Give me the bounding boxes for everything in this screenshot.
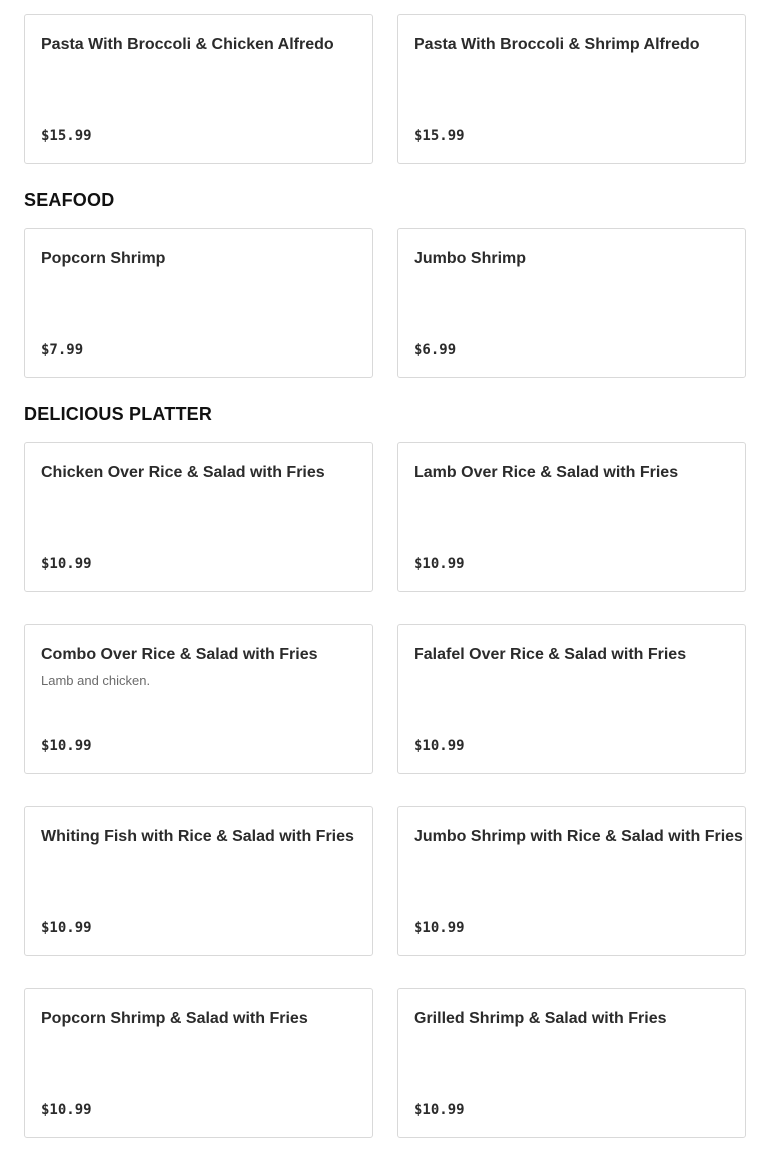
- menu-item-name: Whiting Fish with Rice & Salad with Fries: [41, 828, 354, 845]
- menu-item-price: $10.99: [414, 1102, 465, 1118]
- menu-item-price: $7.99: [41, 342, 84, 358]
- menu-item-card[interactable]: [397, 988, 746, 1138]
- menu-item-card[interactable]: [24, 228, 373, 378]
- menu-item-price: $10.99: [41, 556, 92, 572]
- menu-item-card[interactable]: [397, 14, 746, 164]
- menu-item-price: $10.99: [41, 738, 92, 754]
- menu-item-name: Combo Over Rice & Salad with Fries: [41, 646, 318, 663]
- menu-item-card[interactable]: [397, 624, 746, 774]
- menu-item-price: $15.99: [414, 128, 465, 144]
- menu-item-price: $15.99: [41, 128, 92, 144]
- menu-item-card[interactable]: [24, 14, 373, 164]
- menu-item-name: Falafel Over Rice & Salad with Fries: [414, 646, 687, 663]
- menu-item-name: Chicken Over Rice & Salad with Fries: [41, 464, 325, 481]
- menu-item-name: Popcorn Shrimp: [41, 250, 166, 267]
- menu-item-price: $10.99: [414, 556, 465, 572]
- menu-item-name: Pasta With Broccoli & Chicken Alfredo: [41, 36, 334, 53]
- menu-item-card[interactable]: [24, 988, 373, 1138]
- menu-item-name: Jumbo Shrimp: [414, 250, 527, 267]
- menu-item-card[interactable]: [24, 806, 373, 956]
- menu-item-price: $10.99: [414, 920, 465, 936]
- menu-item-description: Lamb and chicken.: [41, 673, 151, 688]
- menu-item-name: Popcorn Shrimp & Salad with Fries: [41, 1010, 308, 1027]
- menu-item-name: Lamb Over Rice & Salad with Fries: [414, 464, 679, 481]
- menu-item-name: Grilled Shrimp & Salad with Fries: [414, 1010, 667, 1027]
- menu-item-card[interactable]: [397, 442, 746, 592]
- menu-item-card[interactable]: [397, 806, 746, 956]
- section-title-seafood: SEAFOOD: [24, 190, 115, 210]
- menu-item-card[interactable]: [397, 228, 746, 378]
- menu-item-name: Jumbo Shrimp with Rice & Salad with Fries: [414, 828, 743, 845]
- menu-item-price: $10.99: [41, 1102, 92, 1118]
- menu-item-price: $10.99: [41, 920, 92, 936]
- section-title-platter: DELICIOUS PLATTER: [24, 404, 213, 424]
- menu-item-price: $6.99: [414, 342, 457, 358]
- menu-item-card[interactable]: [24, 442, 373, 592]
- menu-item-price: $10.99: [414, 738, 465, 754]
- menu-item-card[interactable]: [24, 624, 373, 774]
- menu-item-name: Pasta With Broccoli & Shrimp Alfredo: [414, 36, 700, 53]
